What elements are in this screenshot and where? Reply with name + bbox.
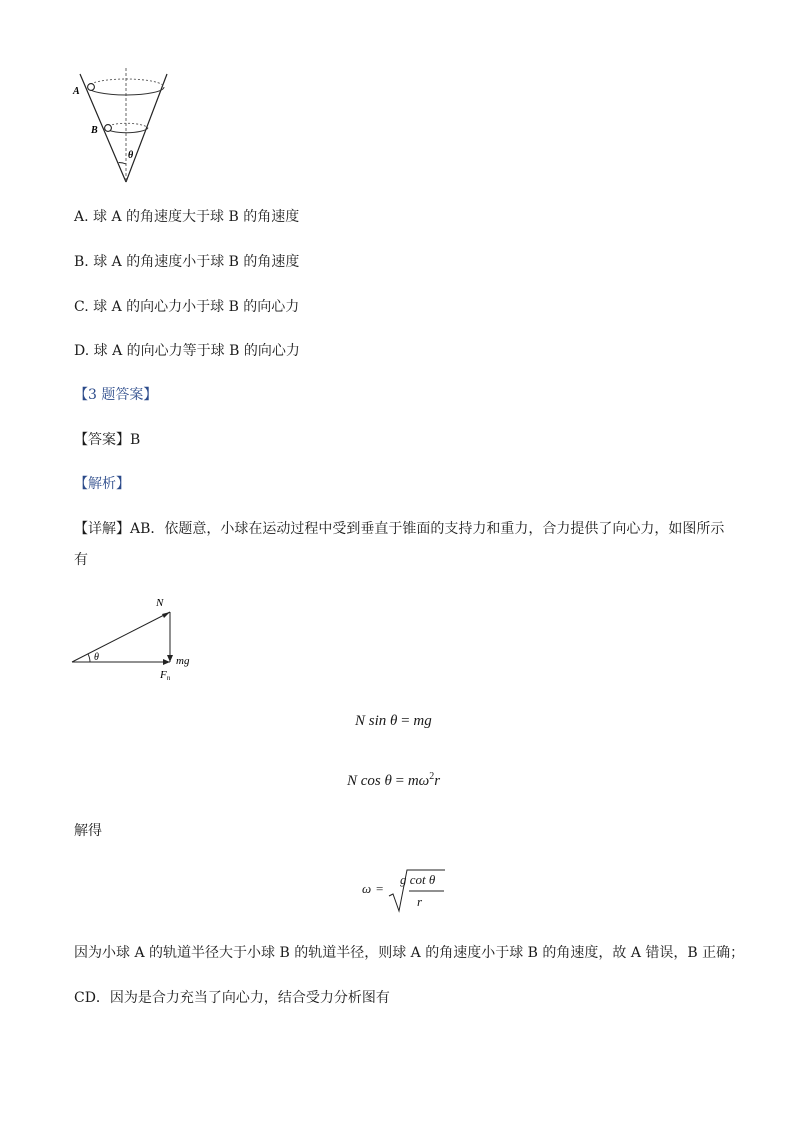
- ball-a: [88, 84, 95, 91]
- option-d: D. 球 A 的向心力等于球 B 的向心力: [74, 343, 300, 359]
- arrow-mg: [167, 655, 173, 662]
- answer-line: 【答案】B: [74, 432, 141, 448]
- option-c: C. 球 A 的向心力小于球 B 的向心力: [74, 299, 300, 315]
- arrow-fn: [163, 659, 170, 665]
- eq3-denominator: r: [417, 894, 423, 909]
- theta-arc-2: [88, 654, 90, 662]
- option-a: A. 球 A 的角速度大于球 B 的角速度: [74, 209, 300, 225]
- eq3-left: ω: [362, 881, 372, 896]
- cone-figure: [70, 66, 180, 188]
- eq1-right: mg: [413, 713, 432, 729]
- detail-line-1: 【详解】AB．依题意，小球在运动过程中受到垂直于锥面的支持力和重力，合力提供了向心力，如图所示: [74, 521, 725, 537]
- option-b: B. 球 A 的角速度小于球 B 的角速度: [74, 254, 300, 270]
- analysis-header: 【解析】: [74, 476, 130, 492]
- answer-header: 【3 题答案】: [74, 387, 158, 403]
- label-theta: θ: [128, 150, 134, 161]
- eq2-equals: =: [395, 773, 405, 789]
- eq1-left: N sin θ: [355, 713, 398, 729]
- equation-3: [362, 866, 452, 914]
- eq3-numerator: g cot θ: [400, 872, 436, 887]
- label-fn: Fn: [160, 669, 171, 682]
- eq2-right-r: r: [434, 773, 441, 789]
- ball-b: [105, 125, 112, 132]
- cd-line: CD．因为是合力充当了向心力，结合受力分析图有: [74, 990, 390, 1006]
- label-mg: mg: [176, 655, 190, 667]
- label-n: N: [156, 597, 164, 609]
- label-a: A: [73, 86, 80, 97]
- detail-line-2: 有: [74, 552, 88, 568]
- theta-arc: [119, 162, 126, 164]
- eq2-exp: 2: [429, 771, 435, 782]
- eq3-equals: =: [376, 881, 384, 896]
- equation-2: [347, 771, 440, 790]
- arrow-n: [162, 612, 170, 618]
- eq1-equals: =: [401, 713, 410, 729]
- eq2-right-m: mω: [407, 773, 430, 789]
- cone-left-edge: [80, 74, 126, 182]
- force-triangle-figure: [68, 592, 198, 684]
- support-force-line: [72, 612, 170, 662]
- equation-1: [355, 713, 432, 730]
- label-theta-2: θ: [94, 652, 99, 663]
- eq2-left: N cos θ: [347, 773, 392, 789]
- conclusion-line: 因为小球 A 的轨道半径大于小球 B 的轨道半径，则球 A 的角速度小于球 B 的角速度，故 A 错误，B 正确；: [74, 945, 745, 961]
- label-b: B: [91, 125, 98, 136]
- solve-label: 解得: [74, 823, 102, 839]
